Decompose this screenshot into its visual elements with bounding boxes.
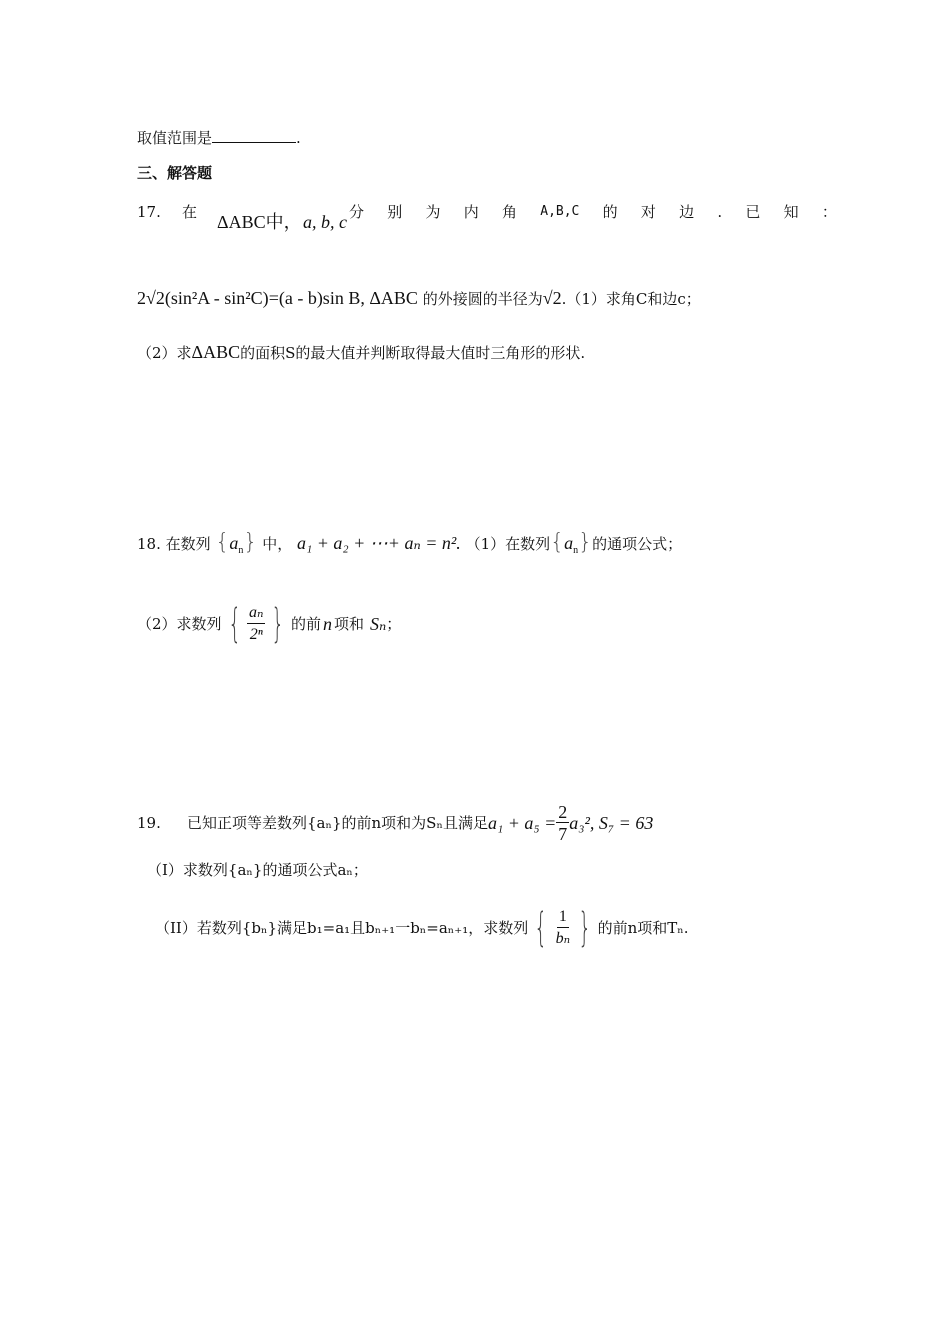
q18-mid: 中，	[262, 535, 293, 553]
q18-part2-b: 的前	[290, 615, 321, 633]
q19-frac-den: 7	[558, 823, 568, 844]
right-brace-icon: }	[243, 530, 258, 555]
q17-radius: √2	[542, 288, 562, 308]
q18-line2	[137, 598, 401, 650]
q18-part1-a: （1）在数列	[465, 535, 551, 553]
q18-frac-num: aₙ	[247, 603, 265, 624]
q18-seq-sub-2: n	[573, 545, 579, 556]
q18-fraction	[247, 603, 265, 646]
q18-seq-sub: n	[238, 545, 244, 556]
q17-equation-left: 2√2(sin²A - sin²C)	[137, 288, 269, 308]
q19-fraction-2	[554, 907, 572, 950]
right-brace-icon: }	[578, 530, 593, 555]
q17-lead: 在	[182, 203, 198, 221]
q18-part2-S: Sₙ	[369, 614, 387, 634]
left-brace-icon: {	[550, 530, 565, 555]
q17-part2-b: 的面积S的最大值并判断取得最大值时三角形的形状.	[240, 344, 586, 362]
q17-line3	[137, 342, 585, 363]
q18-part2-c: 项和	[333, 615, 364, 633]
right-brace-icon: }	[271, 601, 285, 647]
q19-line3	[155, 900, 689, 956]
q18-line1	[137, 530, 683, 561]
q18-part1-b: 的通项公式；	[592, 535, 683, 553]
q19-equation-b: a₃², S₇ = 63	[569, 813, 654, 833]
section-heading: 三、解答题	[137, 164, 213, 182]
q19-equation-a: a₁ + a₅ =	[487, 813, 557, 833]
q19-frac2-den: bₙ	[555, 929, 571, 947]
left-brace-icon: {	[215, 530, 230, 555]
q18-number-text: 18. 在数列	[137, 535, 211, 553]
left-brace-icon: {	[534, 905, 548, 951]
q17-number: 17.	[137, 203, 161, 221]
fill-in-line	[137, 128, 301, 148]
q17-spaced-text: 分 别 为 内 角 A,B,C 的 对 边 . 已 知 ：	[349, 203, 837, 221]
q19-part1: （I）求数列{aₙ}的通项公式aₙ；	[147, 861, 368, 879]
right-brace-icon: }	[578, 905, 592, 951]
q19-line2	[147, 860, 368, 880]
q17-triangle: ΔABC中，	[217, 212, 302, 232]
q17-line2	[137, 288, 701, 309]
q19-frac-num: 2	[558, 801, 568, 822]
q18-part2-end: ；	[386, 615, 402, 633]
left-brace-icon: {	[227, 601, 241, 647]
answer-blank[interactable]	[212, 128, 296, 143]
fill-in-end: .	[296, 129, 301, 147]
q17-equation-right: =(a - b)sin B, ΔABC	[268, 288, 418, 308]
q19-number: 19.	[137, 814, 161, 832]
q17-part1: .（1）求角C和边c；	[561, 290, 701, 308]
q17-part2-a: （2）求	[137, 344, 192, 362]
q18-sum-expression: a₁ + a₂ + ⋯+ aₙ = n².	[296, 533, 461, 553]
q17-sides: a, b, c	[303, 212, 347, 232]
q19-text-a: 已知正项等差数列{aₙ}的前n项和为Sₙ且满足	[187, 814, 488, 832]
q19-line1	[137, 798, 653, 848]
q18-seq-2: a	[564, 533, 574, 553]
q19-frac2-num: 1	[557, 907, 569, 928]
q19-part2-a: （II）若数列{bₙ}满足b₁=a₁且bₙ₊₁一bₙ=aₙ₊₁，求数列	[155, 919, 529, 937]
q17-mid-text: 的外接圆的半径为	[422, 290, 543, 308]
q18-frac-den: 2ⁿ	[249, 625, 263, 643]
q18-part2-n: n	[322, 614, 332, 634]
q17-part2-triangle: ΔABC	[191, 342, 241, 362]
fill-in-text: 取值范围是	[137, 129, 213, 147]
q19-fraction	[556, 802, 569, 845]
q17-line1	[137, 202, 837, 232]
q18-seq: a	[229, 533, 239, 553]
q19-part2-b: 的前n项和Tₙ.	[597, 919, 689, 937]
q18-part2-a: （2）求数列	[137, 615, 222, 633]
